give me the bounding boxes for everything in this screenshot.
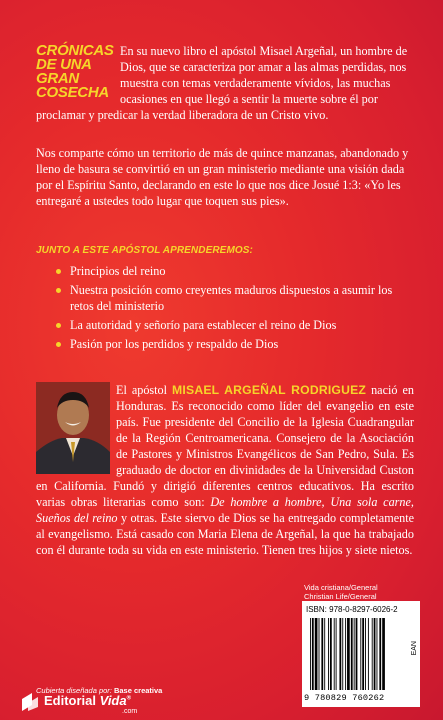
- ean-label: EAN: [411, 641, 418, 656]
- learn-list: [56, 263, 406, 355]
- list-item: La autoridad y señorío para establecer el reino de Dios: [56, 317, 406, 333]
- title-line: COSECHA: [36, 84, 109, 101]
- title-line: DE UNA: [36, 56, 92, 73]
- author-bio: El apóstol MISAEL ARGEÑAL RODRIGUEZ nació en Honduras. Es reconocido como líder del evangelio en este país. Fue presidente del Concilio de la Iglesia Cuadrangular de la Región Centroamericana. Consejero de la Asociación de Pastores y Ministros Evangélicos de San Pedro, Sula. Es graduado de doctor en divinidades de la Universidad Custon en California. Fundó y dirigió diferentes centros educativos. Ha escrito varias obras literarias como son: De hombre a hombre, Una sola carne, Sueños del reino y otras. Este siervo de Dios se ha entregado completamente al evangelismo. Está casado con Maria Elena de Argeñal, la que ha trabajado con él durante toda su vida en este ministerio. Tienen tres hijos y siete nietos.: [36, 383, 414, 557]
- learn-heading: JUNTO A ESTE APÓSTOL APRENDEREMOS:: [36, 245, 253, 256]
- intro-paragraph: [36, 43, 414, 123]
- barcode: [302, 601, 420, 707]
- barcode-bars: [310, 618, 410, 692]
- intro-text: En su nuevo libro el apóstol Misael Argeñal, un hombre de Dios, que se caracteriza por amar a las almas perdidas, nos muestra con temas verdaderamente vívidos, las muchas ocasiones en que llegó a sentir la muerte sobre él por proclamar y predicar la verdad liberadora de un Cristo vivo.: [36, 44, 408, 122]
- list-item: Nuestra posición como creyentes maduros dispuestos a asumir los retos del ministerio: [56, 282, 406, 314]
- title-line: GRAN: [36, 70, 79, 87]
- bullet-icon: [56, 269, 61, 274]
- isbn-label: ISBN: 978-0-8297-6026-2: [306, 605, 398, 614]
- works-list: De hombre a hombre, Una sola carne, Sueños del reino: [36, 495, 414, 525]
- publisher-logo-icon: [20, 691, 42, 713]
- publisher-name: Editorial Vida®: [44, 693, 132, 708]
- second-paragraph: Nos comparte cómo un territorio de más de quince manzanas, abandonado y lleno de basura se convirtió en un gran ministerio mediante una visión dada por el Espíritu Santo, declarando en este lo que nos dice Josué 1:3: «Yo les entregaré a ustedes todo lugar que toquen sus pies».: [36, 146, 409, 208]
- bullet-icon: [56, 288, 61, 293]
- cover-credit: Cubierta diseñada por: Base creativa: [36, 686, 163, 695]
- category-labels: Vida cristiana/General Christian Life/General: [304, 583, 378, 601]
- author-name: MISAEL ARGEÑAL RODRIGUEZ: [172, 383, 367, 397]
- bullet-icon: [56, 342, 61, 347]
- list-item: Principios del reino: [56, 263, 406, 279]
- publisher-domain: .com: [122, 708, 138, 715]
- bullet-icon: [56, 323, 61, 328]
- barcode-digits: 9 780829 760262: [304, 693, 385, 703]
- title-line: CRÓNICAS: [36, 42, 114, 59]
- list-item: Pasión por los perdidos y respaldo de Dios: [56, 336, 406, 352]
